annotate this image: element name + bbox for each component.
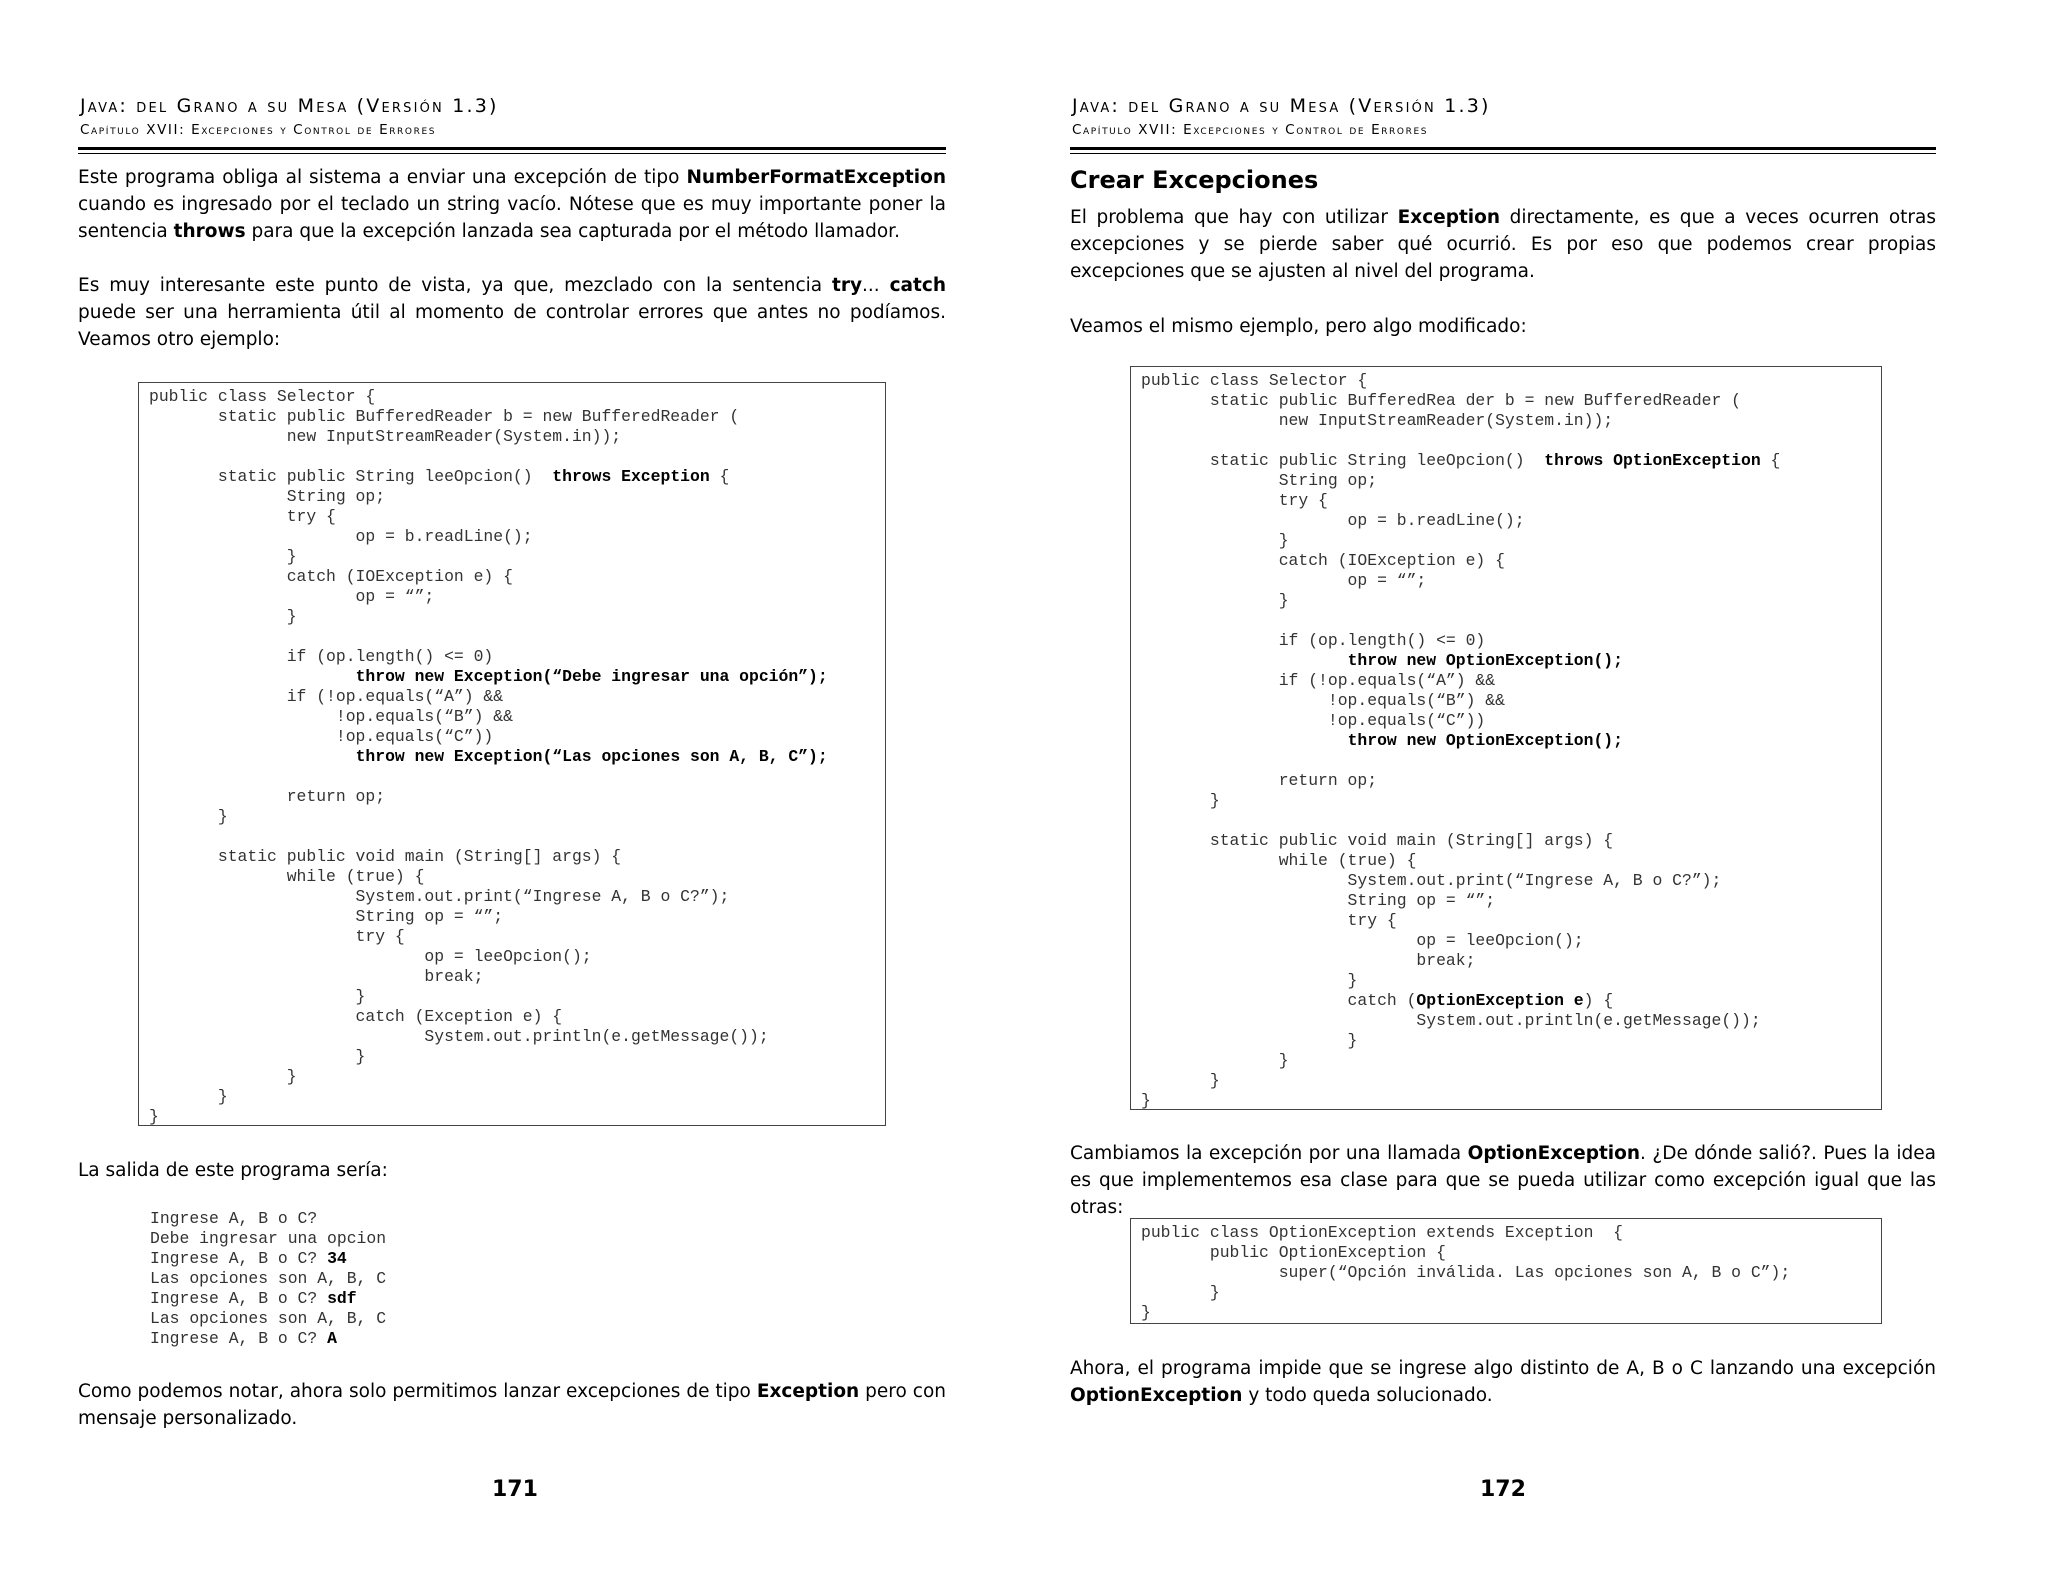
code-listing: public class Selector { static public BufferedReader b = new BufferedReader ( new InputStreamReader(System.in)); static public String leeOpcion() throws Exception { String op; try { op = b.readLine(); } catch (IOException e) { op = “”; } if (op.length() <= 0) throw new Exception(“Debe ingresar una opción”); if (!op.equals(“A”) && !op.equals(“B”) && !op.equals(“C”)) throw new Exception(“Las opciones son A, B, C”); return op; } static public void main (String[] args) { while (true) { System.out.print(“Ingrese A, B o C?”); String op = “”; try { op = leeOpcion(); break; } catch (Exception e) { System.out.println(e.getMessage()); } } } } <box>149 387 828 1126</box>
right-page <box>1070 0 1936 1582</box>
running-header-chapter: Capítulo XVII: Excepciones y Control de Errores <box>80 122 437 138</box>
page-number: 172 <box>1480 1477 1526 1502</box>
paragraph: La salida de este programa sería: <box>78 1160 388 1181</box>
paragraph: Este programa obliga al sistema a enviar una excepción de tipo NumberFormatException cuando es ingresado por el teclado un string vacío. Nótese que es muy importante poner la sentencia throws para que la excepción lanzada sea capturada por el método llamador. <box>78 167 946 242</box>
running-header-chapter: Capítulo XVII: Excepciones y Control de Errores <box>1072 122 1429 138</box>
page-number: 171 <box>492 1477 538 1502</box>
paragraph: Cambiamos la excepción por una llamada OptionException. ¿De dónde salió?. Pues la idea es que implementemos esa clase para que se pueda utilizar como excepción igual que las otras: <box>1070 1143 1936 1218</box>
header-rule-thin <box>1070 153 1936 154</box>
paragraph: Como podemos notar, ahora solo permitimos lanzar excepciones de tipo Exception pero con mensaje personalizado. <box>78 1381 946 1429</box>
paragraph: Es muy interesante este punto de vista, ya que, mezclado con la sentencia try... catch puede ser una herramienta útil al momento de controlar errores que antes no podíamos. Veamos otro ejemplo: <box>78 275 946 350</box>
header-rule-thick <box>1070 147 1936 150</box>
code-listing: public class Selector { static public BufferedRea der b = new BufferedReader ( new InputStreamReader(System.in)); static public String leeOpcion() throws OptionException { String op; try { op = b.readLine(); } catch (IOException e) { op = “”; } if (op.length() <= 0) throw new OptionException(); if (!op.equals(“A”) && !op.equals(“B”) && !op.equals(“C”)) throw new OptionException(); return op; } static public void main (String[] args) { while (true) { System.out.print(“Ingrese A, B o C?”); String op = “”; try { op = leeOpcion(); break; } catch (OptionException e) { System.out.println(e.getMessage()); } } } } <box>1141 371 1781 1110</box>
paragraph: Veamos el mismo ejemplo, pero algo modificado: <box>1070 316 1527 337</box>
section-title: Crear Excepciones <box>1070 166 1319 194</box>
code-block <box>138 382 886 1126</box>
running-header-title: Java: del Grano a su Mesa (Versión 1.3) <box>1072 95 1491 117</box>
code-block-option-exception <box>1130 1218 1882 1324</box>
header-rule-thick <box>78 147 946 150</box>
left-page <box>78 0 946 1582</box>
code-listing: public class OptionException extends Exception { public OptionException { super(“Opción inválida. Las opciones son A, B o C”); } } <box>1141 1223 1791 1322</box>
paragraph: Ahora, el programa impide que se ingrese algo distinto de A, B o C lanzando una excepción OptionException y todo queda solucionado. <box>1070 1358 1936 1406</box>
running-header-title: Java: del Grano a su Mesa (Versión 1.3) <box>80 95 499 117</box>
header-rule-thin <box>78 153 946 154</box>
code-block <box>1130 366 1882 1110</box>
paragraph: El problema que hay con utilizar Exception directamente, es que a veces ocurren otras excepciones y se pierde saber qué ocurrió. Es por eso que podemos crear propias excepciones que se ajusten al nivel del programa. <box>1070 207 1936 282</box>
program-output: Ingrese A, B o C? Debe ingresar una opcion Ingrese A, B o C? 34 Las opciones son A, B, C Ingrese A, B o C? sdf Las opciones son A, B, C Ingrese A, B o C? A <box>150 1209 387 1348</box>
